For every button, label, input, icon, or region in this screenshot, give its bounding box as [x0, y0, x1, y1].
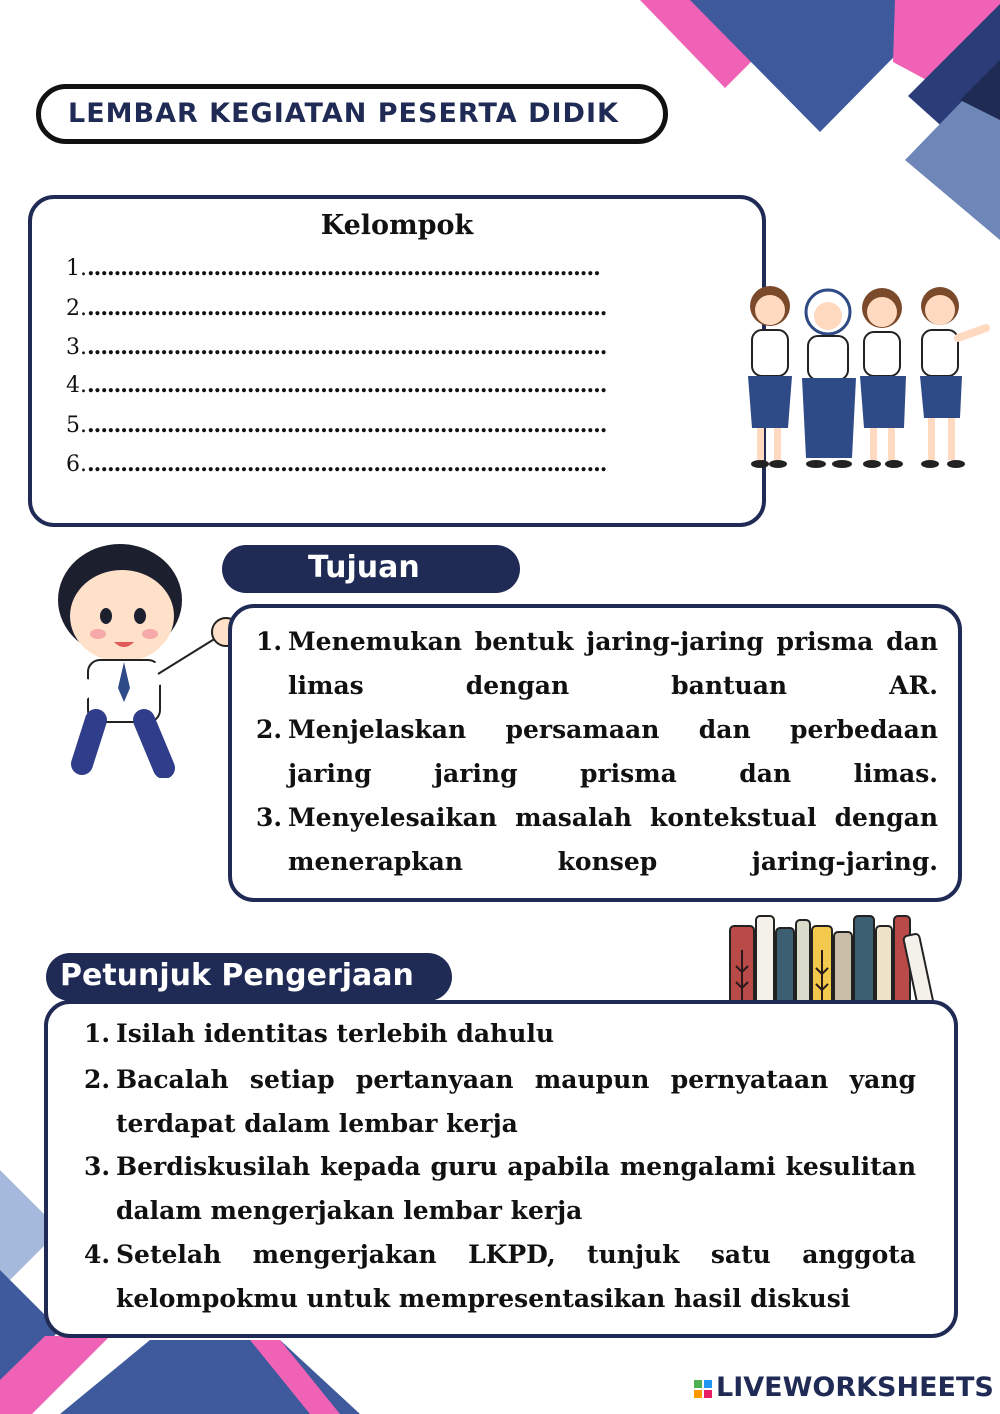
- group-members-box: [28, 195, 766, 527]
- student-figure: [860, 288, 906, 468]
- student-figure: [748, 286, 792, 468]
- students-illustration: [728, 278, 993, 476]
- petunjuk-header: Petunjuk Pengerjaan: [46, 953, 452, 1001]
- group-member-line-6[interactable]: 6...............................................................................: [66, 451, 607, 477]
- petunjuk-item-2: 2. Bacalah setiap pertanyaan maupun pernyataan yang terdapat dalam lembar kerja: [84, 1065, 916, 1138]
- group-member-line-5[interactable]: 5...............................................................................: [66, 412, 607, 438]
- tujuan-item-1: 1. Menemukan bentuk jaring-jaring prisma dan limas dengan bantuan AR.: [256, 627, 938, 700]
- student-figure: [920, 287, 986, 468]
- petunjuk-item-3: 3. Berdiskusilah kepada guru apabila mengalami kesulitan dalam mengerjakan lembar kerja: [84, 1152, 916, 1225]
- tujuan-header: Tujuan: [222, 545, 520, 593]
- student-figure: [802, 290, 856, 468]
- group-title: Kelompok: [320, 210, 474, 241]
- group-member-line-1[interactable]: 1..............................................................................: [66, 255, 600, 281]
- page-title: LEMBAR KEGIATAN PESERTA DIDIK: [68, 98, 619, 129]
- pointing-boy-illustration: [40, 538, 250, 778]
- liveworksheets-logo-icon: [694, 1380, 712, 1398]
- petunjuk-item-1: 1. Isilah identitas terlebih dahulu: [84, 1019, 555, 1048]
- group-member-line-4[interactable]: 4...............................................................................: [66, 372, 607, 398]
- tujuan-item-2: 2. Menjelaskan persamaan dan perbedaan jaring jaring prisma dan limas.: [256, 715, 938, 788]
- tujuan-item-3: 3. Menyelesaikan masalah kontekstual dengan menerapkan konsep jaring-jaring.: [256, 803, 938, 876]
- group-member-line-2[interactable]: 2...............................................................................: [66, 295, 607, 321]
- group-member-line-3[interactable]: 3...............................................................................: [66, 334, 607, 360]
- liveworksheets-watermark[interactable]: LIVEWORKSHEETS: [694, 1372, 994, 1403]
- petunjuk-item-4: 4. Setelah mengerjakan LKPD, tunjuk satu anggota kelompokmu untuk mempresentasikan hasil diskusi: [84, 1240, 916, 1313]
